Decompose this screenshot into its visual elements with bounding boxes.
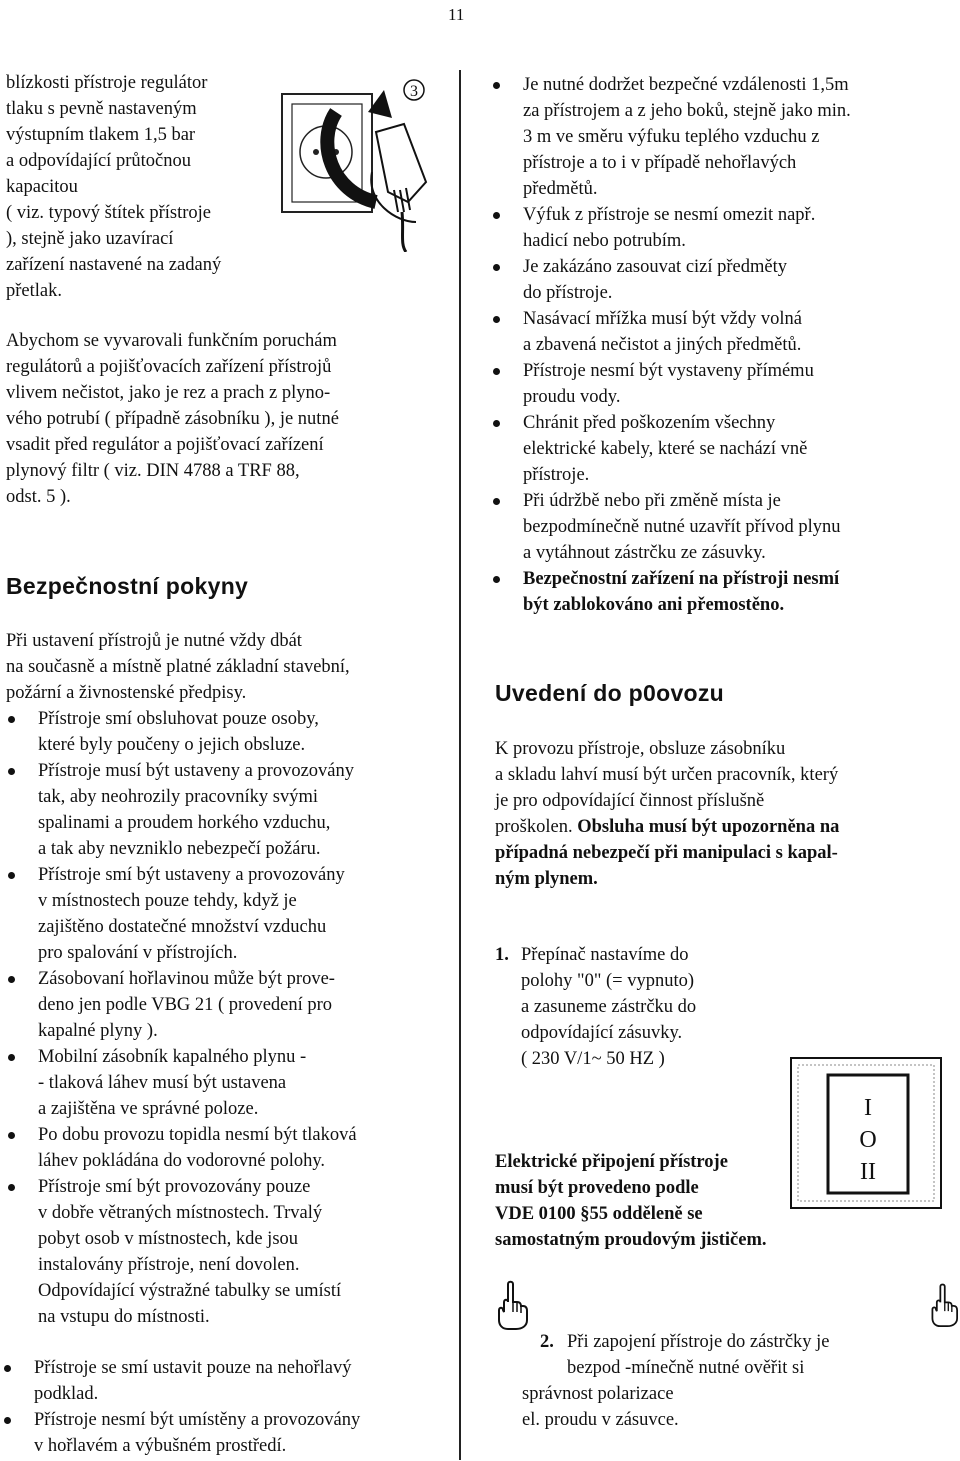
list-item xyxy=(491,358,851,410)
step-1-text xyxy=(521,942,696,1072)
text-line: pobyt osob v místnostech, kde jsou xyxy=(38,1229,299,1249)
text-line: musí být provedeno podle xyxy=(495,1178,699,1198)
text-line: elektrické kabely, které se nachází vně xyxy=(523,439,808,459)
safety-bullet-list xyxy=(6,706,357,1330)
text-line: VDE 0100 §55 odděleně se xyxy=(495,1204,703,1224)
start-operation-heading: Uvedení do p0ovozu xyxy=(495,680,725,706)
text-line: Je zakázáno zasouvat cizí předměty xyxy=(523,257,788,277)
step-1-number: 1. xyxy=(495,945,509,965)
text-line: proudu vody. xyxy=(523,387,621,407)
list-item xyxy=(6,1174,357,1330)
text-line: Mobilní zásobník kapalného plynu - xyxy=(38,1047,307,1067)
text-line: a tak aby nevzniklo nebezpečí požáru. xyxy=(38,839,321,859)
text-line: vlivem nečistot, jako je rez a prach z plyno- xyxy=(6,383,331,403)
list-item xyxy=(2,1355,360,1407)
text-line: být zablokováno ani přemostěno. xyxy=(523,595,785,615)
text-line: které byly poučeny o jejich obsluze. xyxy=(38,735,306,755)
switch-illustration xyxy=(788,1055,948,1215)
text-line: zařízení nastavené na zadaný xyxy=(6,255,222,275)
list-item xyxy=(491,488,851,566)
plug-insert-illustration xyxy=(276,72,436,252)
text-line: vého potrubí ( případně zásobníku ), je nutné xyxy=(6,409,339,429)
text-line: plynový filtr ( viz. DIN 4788 a TRF 88, xyxy=(6,461,300,481)
list-item xyxy=(6,758,357,862)
text-line: polohy "0" (= vypnuto) xyxy=(521,971,695,991)
list-item xyxy=(6,1122,357,1174)
text-line: Je nutné dodržet bezpečné vzdálenosti 1,5m xyxy=(523,75,849,95)
text-line: v místnostech pouze tehdy, když je xyxy=(38,891,297,911)
text-line: do přístroje. xyxy=(523,283,613,303)
text-line: instalovány přístroje, není dovolen. xyxy=(38,1255,300,1275)
list-item xyxy=(6,1044,357,1122)
text-line: vsadit před regulátor a pojišťovací zařízení xyxy=(6,435,324,455)
text-line: podklad. xyxy=(34,1384,99,1404)
text-line: K provozu přístroje, obsluze zásobníku xyxy=(495,739,786,759)
text-line: Výfuk z přístroje se nesmí omezit např. xyxy=(523,205,816,225)
switch-label-0: O xyxy=(859,1127,877,1153)
text-line: Přístroje smí obsluhovat pouze osoby, xyxy=(38,709,319,729)
text-line: požární a živnostenské předpisy. xyxy=(6,683,247,703)
text-line: je pro odpovídající činnost příslušně xyxy=(495,791,765,811)
text-line: ( 230 V/1~ 50 HZ ) xyxy=(521,1049,665,1069)
text-line: Přepínač nastavíme do xyxy=(521,945,689,965)
text-line: a odpovídající průtočnou xyxy=(6,151,191,171)
figure-number-label: 3 xyxy=(410,83,418,100)
page-number: 11 xyxy=(448,5,465,24)
list-item xyxy=(491,202,851,254)
text-line: za přístrojem a z jeho boků, stejně jako min. xyxy=(523,101,851,121)
switch-label-2: II xyxy=(860,1159,876,1185)
text-line: láhev pokládána do vodorovné polohy. xyxy=(38,1151,326,1171)
text-line: tlaku s pevně nastaveným xyxy=(6,99,197,119)
text-line: přetlak. xyxy=(6,281,62,301)
list-item xyxy=(6,706,357,758)
text-line: blízkosti přístroje regulátor xyxy=(6,73,208,93)
list-item xyxy=(491,72,851,202)
text-line: předmětů. xyxy=(523,179,598,199)
text-line: zajištěno dostatečné množství vzduchu xyxy=(38,917,327,937)
text-line: v dobře větraných místnostech. Trvalý xyxy=(38,1203,323,1223)
text-line: Po dobu provozu topidla nesmí být tlaková xyxy=(38,1125,357,1145)
surface-bullet-list xyxy=(2,1355,360,1459)
text-line: odpovídající zásuvky. xyxy=(521,1023,683,1043)
text-line: kapalné plyny ). xyxy=(38,1021,158,1041)
text-line: ), stejně jako uzavírací xyxy=(6,229,174,249)
text-line: el. proudu v zásuvce. xyxy=(522,1410,679,1430)
text-line: Nasávací mřížka musí být vždy volná xyxy=(523,309,802,329)
text-line: Při údržbě nebo při změně místa je xyxy=(523,491,781,511)
text-line: odst. 5 ). xyxy=(6,487,71,507)
text-line: samostatným proudovým jističem. xyxy=(495,1230,767,1250)
text-line: pro spalování v přístrojích. xyxy=(38,943,238,963)
text-line: přístroje a to i v případě nehořlavých xyxy=(523,153,797,173)
switch-label-1: I xyxy=(864,1095,872,1121)
text-line: hadicí nebo potrubím. xyxy=(523,231,686,251)
text-line: tak, aby neohrozily pracovníky svými xyxy=(38,787,319,807)
text-line: a vytáhnout zástrčku ze zásuvky. xyxy=(523,543,766,563)
text-line: správnost polarizace xyxy=(522,1384,674,1404)
text-line: na současně a místně platné základní stavební, xyxy=(6,657,350,677)
text-line: Při ustavení přístrojů je nutné vždy dbát xyxy=(6,631,302,651)
text-line: ným plynem. xyxy=(495,869,598,889)
text-line: a zajištěna ve správné poloze. xyxy=(38,1099,259,1119)
text-line: případná nebezpečí při manipulaci s kapal- xyxy=(495,843,838,863)
list-item xyxy=(491,566,851,618)
step-2-number: 2. xyxy=(540,1332,554,1352)
text-line: Přístroje musí být ustaveny a provozovány xyxy=(38,761,354,781)
text-line: bezpodmínečně nutné uzavřít přívod plynu xyxy=(523,517,841,537)
intro-paragraph xyxy=(6,70,221,304)
text-line: ( viz. typový štítek přístroje xyxy=(6,203,212,223)
list-item xyxy=(2,1407,360,1459)
text-line: Abychom se vyvarovali funkčním poruchám xyxy=(6,331,337,351)
text-line: deno jen podle VBG 21 ( provedení pro xyxy=(38,995,333,1015)
text-line: Chránit před poškozením všechny xyxy=(523,413,776,433)
start-operation-paragraph xyxy=(495,736,839,892)
text-line: a skladu lahví musí být určen pracovník, který xyxy=(495,765,839,785)
column-divider xyxy=(459,70,461,1460)
text-line: přístroje. xyxy=(523,465,590,485)
text-line: 3 m ve směru výfuku teplého vzduchu z xyxy=(523,127,820,147)
text-line: Přístroje nesmí být vystaveny přímému xyxy=(523,361,814,381)
text-line: Zásobovaní hořlavinou může být prove- xyxy=(38,969,335,989)
pointing-hand-icon xyxy=(494,1280,528,1330)
text-line: Přístroje smí být ustaveny a provozovány xyxy=(38,865,345,885)
list-item xyxy=(6,862,357,966)
text-line: Elektrické připojení přístroje xyxy=(495,1152,728,1172)
text-line: regulátorů a pojišťovacích zařízení přístrojů xyxy=(6,357,332,377)
step-2-text xyxy=(522,1329,830,1433)
text-line: výstupním tlakem 1,5 bar xyxy=(6,125,196,145)
text-line: spalinami a proudem horkého vzduchu, xyxy=(38,813,331,833)
text-line: Přístroje smí být provozovány pouze xyxy=(38,1177,311,1197)
pointing-hand-icon xyxy=(928,1280,958,1330)
safety-heading: Bezpečnostní pokyny xyxy=(6,573,249,599)
text-line: na vstupu do místnosti. xyxy=(38,1307,210,1327)
text-line: Při zapojení přístroje do zástrčky je xyxy=(567,1332,830,1352)
text-line: bezpod -mínečně nutné ověřit si xyxy=(567,1358,805,1378)
text-line: v hořlavém a výbušném prostředí. xyxy=(34,1436,287,1456)
text-line: kapacitou xyxy=(6,177,78,197)
text-line: a zbavená nečistot a jiných předmětů. xyxy=(523,335,802,355)
distance-bullet-list xyxy=(491,72,851,618)
text-line: a zasuneme zástrčku do xyxy=(521,997,697,1017)
text-line: - tlaková láhev musí být ustavena xyxy=(38,1073,287,1093)
text-line: Přístroje nesmí být umístěny a provozovány xyxy=(34,1410,361,1430)
text-line: Přístroje se smí ustavit pouze na nehořlavý xyxy=(34,1358,352,1378)
text-line xyxy=(495,814,839,840)
plain-span: proškolen. xyxy=(495,817,573,837)
electrical-connection-note xyxy=(495,1149,767,1253)
bold-span: Obsluha musí být upozorněna na xyxy=(572,817,840,837)
text-line: Odpovídající výstražné tabulky se umístí xyxy=(38,1281,342,1301)
text-line: Bezpečnostní zařízení na přístroji nesmí xyxy=(523,569,840,589)
safety-intro xyxy=(6,628,350,706)
list-item xyxy=(6,966,357,1044)
list-item xyxy=(491,254,851,306)
list-item xyxy=(491,410,851,488)
list-item xyxy=(491,306,851,358)
filter-paragraph xyxy=(6,328,339,510)
